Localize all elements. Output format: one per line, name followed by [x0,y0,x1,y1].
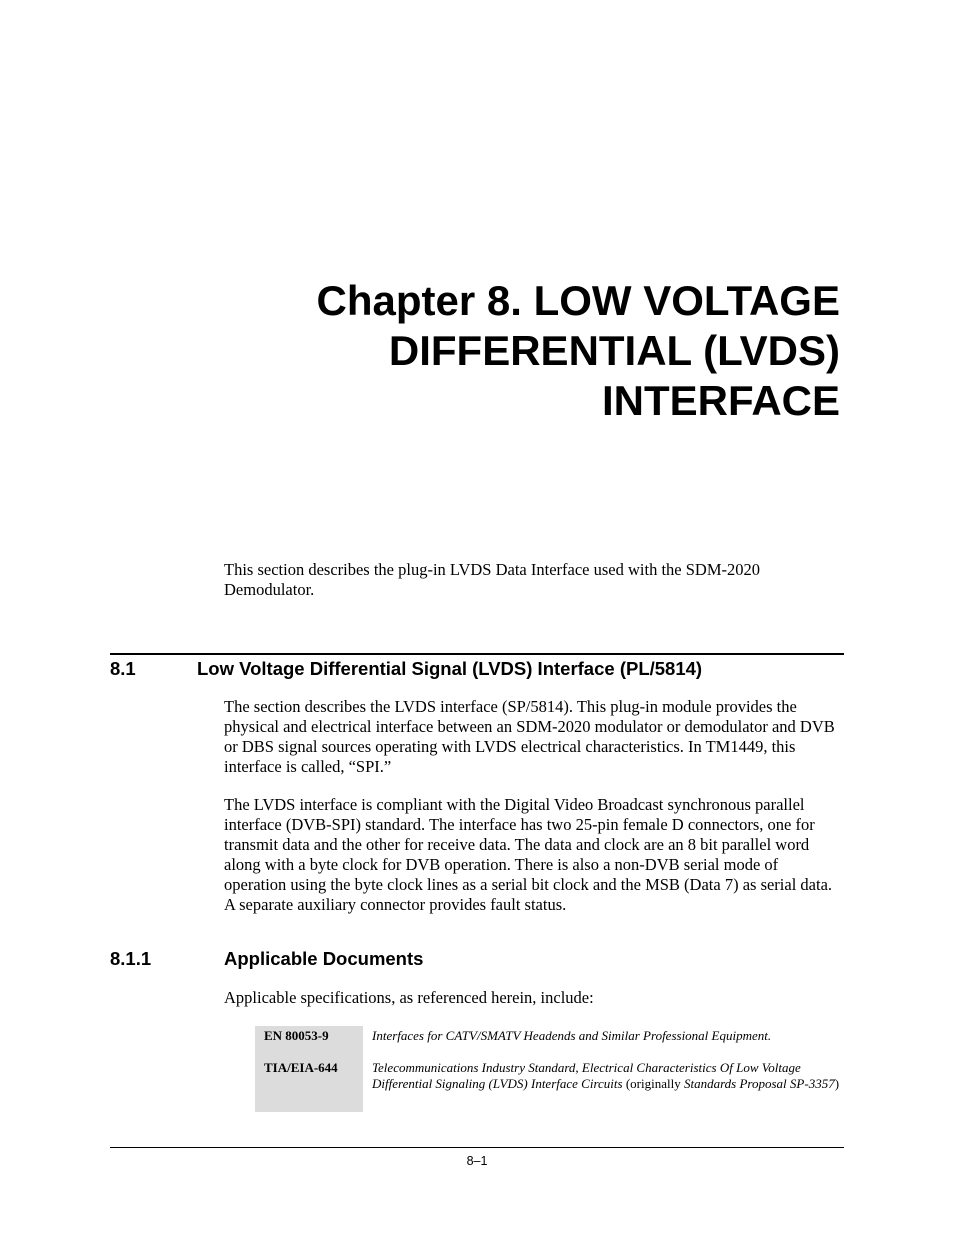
document-title: Telecommunications Industry Standard, Electrical Characteristics Of Low Voltage Differential Signaling (LVDS) Interface Circuits [372,1060,801,1091]
section-heading-8-1 [110,657,844,681]
table-row [255,1060,844,1112]
section-divider [110,653,844,655]
document-code: EN 80053-9 [255,1026,363,1060]
document-description: Interfaces for CATV/SMATV Headends and Similar Professional Equipment. [372,1028,772,1043]
document-proposal: Standards Proposal SP-3357 [683,1076,835,1091]
document-code: TIA/EIA-644 [255,1060,363,1112]
chapter-title-line-3: INTERFACE [601,377,840,424]
section-title: Low Voltage Differential Signal (LVDS) Interface (PL/5814) [197,658,703,679]
footer-divider [110,1147,844,1148]
documents-intro: Applicable specifications, as referenced herein, include: [224,988,594,1007]
applicable-documents-table [255,1026,844,1112]
document-note-open: (originally [622,1076,684,1091]
chapter-title [200,276,840,426]
chapter-title-line-2: DIFFERENTIAL (LVDS) [388,327,840,374]
section-number: 8.1 [110,658,136,679]
table-row [255,1026,844,1060]
section-paragraph-1: The section describes the LVDS interface (SP/5814). This plug-in module provides the physical and electrical interface between an SDM-2020 modulator or demodulator and DVB or DBS signal sources operating with LVDS electrical characteristics. In TM1449, this interface is called, “SPI.” [224,697,835,776]
page-number: 8–1 [466,1154,488,1168]
document-note-close: ) [834,1076,840,1091]
section-paragraph-2: The LVDS interface is compliant with the Digital Video Broadcast synchronous parallel interface (DVB-SPI) standard. The interface has two 25-pin female D connectors, one for transmit data and the other for receive data. The data and clock are an 8 bit parallel word along with a byte clock for DVB operation. There is also a non-DVB serial mode of operation using the byte clock lines as a serial bit clock and the MSB (Data 7) as serial data. A separate auxiliary connector provides fault status. [224,795,833,914]
section-heading-8-1-1 [110,947,844,971]
subsection-number: 8.1.1 [110,948,152,969]
document-description [363,1060,844,1112]
intro-paragraph: This section describes the plug-in LVDS Data Interface used with the SDM-2020 Demodulator. [224,560,760,599]
chapter-title-line-1: Chapter 8. LOW VOLTAGE [316,277,840,324]
subsection-title: Applicable Documents [224,948,424,969]
